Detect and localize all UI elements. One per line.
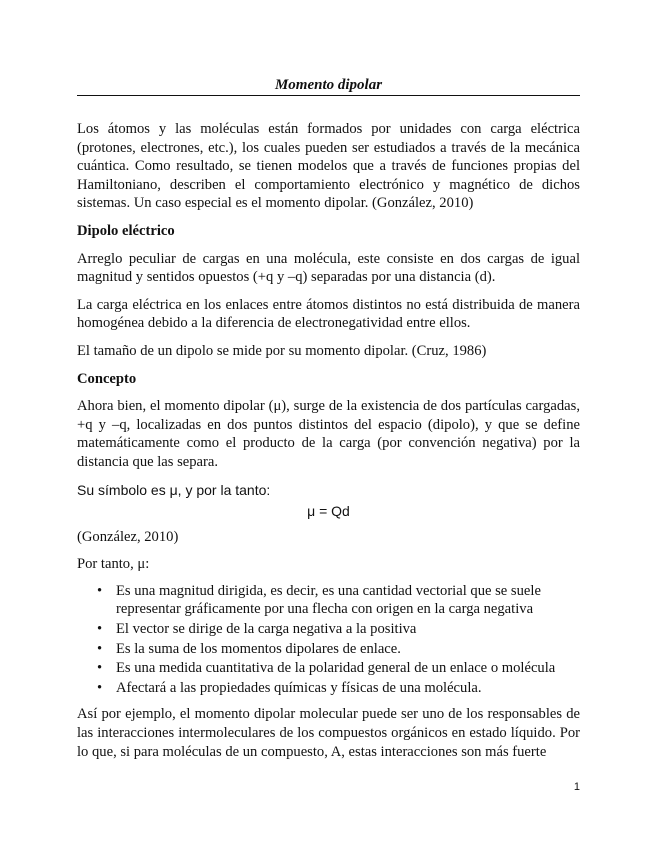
properties-list <box>77 582 580 698</box>
bullet-icon: • <box>97 582 103 599</box>
charge-distribution-paragraph: La carga eléctrica en los enlaces entre átomos distintos no está distribuida de manera homogénea debido a la diferencia de electronegatividad entre ellos. <box>77 296 580 332</box>
page-title: Momento dipolar <box>77 76 580 96</box>
list-item-text: El vector se dirige de la carga negativa a la positiva <box>116 621 417 638</box>
list-item <box>77 640 580 659</box>
symbol-line: Su símbolo es μ, y por la tanto: <box>77 481 271 498</box>
bullet-icon: • <box>97 660 103 677</box>
citation-line: (González, 2010) <box>77 528 179 545</box>
list-item <box>77 582 580 619</box>
list-item-text: Es una magnitud dirigida, es decir, es una cantidad vectorial que se suele representar gráficamente por una flecha con origen en la carga negativa <box>116 582 541 618</box>
bullet-icon: • <box>97 679 103 696</box>
concept-paragraph: Ahora bien, el momento dipolar (μ), surge de la existencia de dos partículas cargadas, +q y –q, localizadas en dos puntos distintos del espacio (dipolo), y que se define matemáticamente como el producto de la carga (por convención negativa) por la distancia que las separa. <box>77 398 580 470</box>
section-heading-dipolo-electrico: Dipolo eléctrico <box>77 222 175 239</box>
document-body <box>77 120 580 770</box>
list-item-text: Es una medida cuantitativa de la polaridad general de un enlace o molécula <box>116 660 556 677</box>
dipole-size-paragraph: El tamaño de un dipolo se mide por su momento dipolar. (Cruz, 1986) <box>77 342 487 359</box>
page-number: 1 <box>573 781 580 793</box>
list-item <box>77 659 580 678</box>
list-item <box>77 620 580 639</box>
bullet-icon: • <box>97 621 103 638</box>
dipole-formula: μ = Qd <box>307 503 350 520</box>
intro-paragraph: Los átomos y las moléculas están formados por unidades con carga eléctrica (protones, electrones, etc.), los cuales pueden ser estudiados a través de la mecánica cuántica. Como resultado, se tienen modelos que a través de funciones propias del Hamiltoniano, describen el comportamiento electrónico y magnético de dichos sistemas. Un caso especial es el momento dipolar. (González, 2010) <box>77 121 580 212</box>
list-item-text: Es la suma de los momentos dipolares de enlace. <box>116 640 401 657</box>
section-heading-concepto: Concepto <box>77 370 137 387</box>
list-item-text: Afectará a las propiedades químicas y físicas de una molécula. <box>116 679 482 696</box>
dipolo-definition-paragraph: Arreglo peculiar de cargas en una molécula, este consiste en dos cargas de igual magnitud y sentidos opuestos (+q y –q) separadas por una distancia (d). <box>77 250 580 286</box>
closing-paragraph: Así por ejemplo, el momento dipolar molecular puede ser uno de los responsables de las interacciones intermoleculares de los compuestos orgánicos en estado líquido. Por lo que, si para moléculas de un compuesto, A, estas interacciones son más fuerte <box>77 706 580 760</box>
bullet-icon: • <box>97 640 103 657</box>
por-tanto-line: Por tanto, μ: <box>77 556 150 573</box>
list-item <box>77 679 580 698</box>
